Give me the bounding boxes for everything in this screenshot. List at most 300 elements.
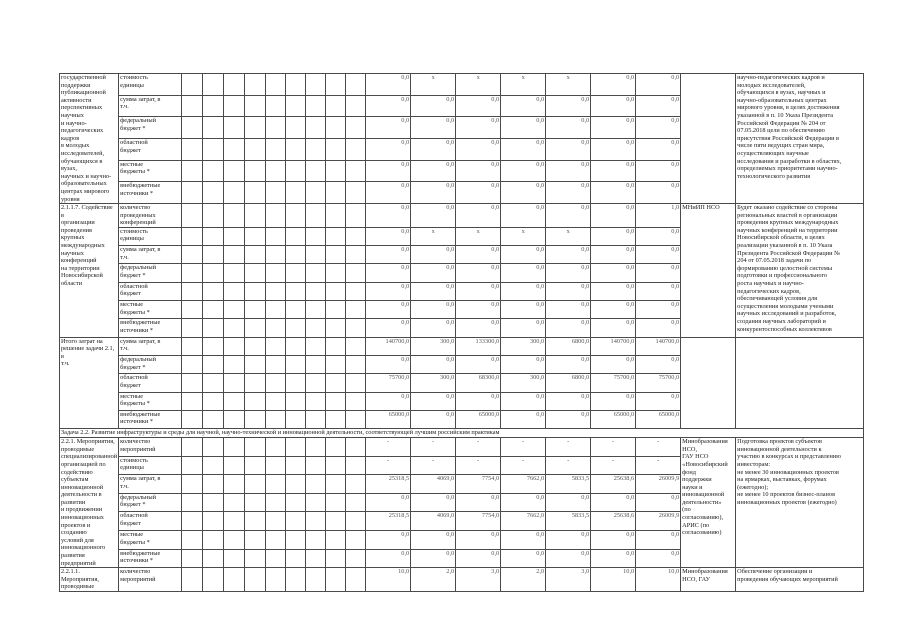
value-cell: x [456, 74, 501, 96]
indicator-label: областной бюджет [119, 374, 182, 392]
value-cell: 0,0 [366, 282, 411, 300]
value-cell: 0,0 [546, 160, 591, 182]
blank-cell [346, 319, 366, 337]
blank-cell [203, 410, 224, 428]
blank-cell [182, 204, 203, 228]
task-title-row [60, 429, 864, 438]
value-cell: 0,0 [366, 493, 411, 512]
value-cell: 0,0 [546, 355, 591, 373]
value-cell: 0,0 [366, 204, 411, 228]
blank-cell [286, 246, 306, 264]
blank-cell [203, 531, 224, 550]
value-cell: 0,0 [546, 493, 591, 512]
table-row [60, 74, 864, 96]
value-cell: 26009,9 [636, 475, 681, 494]
executor-cell: МНиИП НСО [681, 204, 736, 338]
table-row [60, 438, 864, 457]
blank-cell [346, 337, 366, 355]
blank-cell [245, 227, 266, 245]
blank-cell [306, 139, 326, 161]
value-cell: - [501, 456, 546, 475]
value-cell: 25318,5 [366, 475, 411, 494]
value-cell: 0,0 [456, 355, 501, 373]
value-cell: 0,0 [546, 204, 591, 228]
blank-cell [326, 374, 346, 392]
blank-cell [203, 160, 224, 182]
value-cell: 0,0 [636, 246, 681, 264]
blank-cell [286, 456, 306, 475]
blank-cell [245, 438, 266, 457]
blank-cell [346, 204, 366, 228]
blank-cell [326, 204, 346, 228]
blank-cell [224, 456, 245, 475]
blank-cell [224, 549, 245, 568]
blank-cell [326, 475, 346, 494]
blank-cell [245, 355, 266, 373]
blank-cell [346, 301, 366, 319]
value-cell: 0,0 [591, 227, 636, 245]
blank-cell [203, 182, 224, 204]
blank-cell [306, 204, 326, 228]
blank-cell [326, 493, 346, 512]
value-cell: 0,0 [636, 74, 681, 96]
blank-cell [224, 182, 245, 204]
value-cell: - [591, 456, 636, 475]
value-cell: 10,0 [366, 568, 411, 592]
blank-cell [306, 74, 326, 96]
blank-cell [306, 493, 326, 512]
value-cell: 5833,5 [546, 475, 591, 494]
blank-cell [224, 512, 245, 531]
value-cell: 0,0 [501, 264, 546, 282]
blank-cell [245, 264, 266, 282]
blank-cell [306, 301, 326, 319]
blank-cell [203, 456, 224, 475]
value-cell: 0,0 [591, 282, 636, 300]
value-cell: 0,0 [411, 117, 456, 139]
blank-cell [182, 227, 203, 245]
blank-cell [182, 74, 203, 96]
value-cell: 0,0 [411, 160, 456, 182]
blank-cell [224, 264, 245, 282]
value-cell: 0,0 [636, 531, 681, 550]
blank-cell [346, 182, 366, 204]
blank-cell [266, 337, 286, 355]
blank-cell [245, 182, 266, 204]
value-cell: 0,0 [366, 160, 411, 182]
blank-cell [203, 355, 224, 373]
value-cell: 140700,0 [366, 337, 411, 355]
blank-cell [224, 282, 245, 300]
value-cell: - [411, 456, 456, 475]
blank-cell [182, 475, 203, 494]
value-cell: 0,0 [501, 160, 546, 182]
value-cell: 0,0 [366, 355, 411, 373]
activity-name: государственной поддержки публикационной активности перспективных научных и научно- педагогических кадров в молодых исследователей, обучающихся в вузах, научных и научно- образовательных центрах мирового уровня [60, 74, 119, 204]
value-cell: 0,0 [456, 204, 501, 228]
blank-cell [326, 95, 346, 117]
blank-cell [182, 319, 203, 337]
indicator-label: стоимость единицы [119, 74, 182, 96]
value-cell: - [366, 456, 411, 475]
blank-cell [182, 182, 203, 204]
blank-cell [266, 355, 286, 373]
value-cell: 0,0 [411, 531, 456, 550]
blank-cell [203, 374, 224, 392]
value-cell: 0,0 [366, 227, 411, 245]
blank-cell [306, 117, 326, 139]
value-cell: 0,0 [501, 531, 546, 550]
blank-cell [182, 264, 203, 282]
value-cell: 0,0 [456, 319, 501, 337]
blank-cell [306, 374, 326, 392]
value-cell: 65000,0 [636, 410, 681, 428]
blank-cell [306, 392, 326, 410]
value-cell: 3,0 [546, 568, 591, 592]
value-cell: 25318,5 [366, 512, 411, 531]
value-cell: 0,0 [366, 319, 411, 337]
blank-cell [326, 392, 346, 410]
blank-cell [266, 568, 286, 592]
blank-cell [203, 95, 224, 117]
blank-cell [224, 227, 245, 245]
result-cell: Будет оказано содействие со стороны региональных властей в организации проведения крупных международных научных конференций на территории Новосибирской области, в целях реализации указанной в п. 10 Указа Президента Российской Федерации № 204 от 07.05.2018 задачи по формированию целостной системы подготовки и профессионального роста научных и научно- педагогических кадров, обеспечивающей условия для осуществления молодыми учеными научных исследований и разработок, создания научных лабораторий и конкурентоспособных коллективов [736, 204, 864, 338]
value-cell: 0,0 [591, 204, 636, 228]
value-cell: 6800,0 [546, 337, 591, 355]
blank-cell [266, 117, 286, 139]
value-cell: 75700,0 [591, 374, 636, 392]
blank-cell [306, 319, 326, 337]
value-cell: 133300,0 [456, 337, 501, 355]
table-row [60, 337, 864, 355]
blank-cell [224, 301, 245, 319]
blank-cell [286, 475, 306, 494]
blank-cell [266, 282, 286, 300]
value-cell: 0,0 [636, 227, 681, 245]
blank-cell [286, 549, 306, 568]
blank-cell [224, 531, 245, 550]
blank-cell [306, 410, 326, 428]
blank-cell [203, 475, 224, 494]
blank-cell [224, 74, 245, 96]
indicator-label: внебюджетные источники * [119, 319, 182, 337]
value-cell: x [501, 227, 546, 245]
blank-cell [182, 374, 203, 392]
value-cell: 0,0 [456, 392, 501, 410]
blank-cell [306, 160, 326, 182]
value-cell: 0,0 [411, 264, 456, 282]
blank-cell [346, 74, 366, 96]
blank-cell [245, 374, 266, 392]
value-cell: 0,0 [456, 139, 501, 161]
value-cell: 5833,5 [546, 512, 591, 531]
value-cell: - [546, 438, 591, 457]
result-cell [736, 337, 864, 428]
blank-cell [203, 319, 224, 337]
blank-cell [326, 182, 346, 204]
indicator-label: сумма затрат, в т.ч. [119, 475, 182, 494]
value-cell: 0,0 [366, 246, 411, 264]
blank-cell [182, 301, 203, 319]
value-cell: 0,0 [591, 355, 636, 373]
blank-cell [182, 410, 203, 428]
value-cell: - [591, 438, 636, 457]
value-cell: 0,0 [636, 95, 681, 117]
blank-cell [266, 493, 286, 512]
value-cell: 0,0 [636, 117, 681, 139]
blank-cell [326, 227, 346, 245]
value-cell: 0,0 [366, 301, 411, 319]
blank-cell [346, 410, 366, 428]
blank-cell [245, 301, 266, 319]
program-table [59, 73, 864, 592]
blank-cell [346, 282, 366, 300]
blank-cell [326, 355, 346, 373]
value-cell: x [546, 227, 591, 245]
blank-cell [182, 282, 203, 300]
indicator-label: внебюджетные источники * [119, 182, 182, 204]
blank-cell [306, 438, 326, 457]
indicator-label: областной бюджет [119, 139, 182, 161]
table-row [60, 568, 864, 592]
blank-cell [346, 475, 366, 494]
value-cell: 0,0 [501, 95, 546, 117]
value-cell: 0,0 [501, 493, 546, 512]
blank-cell [286, 568, 306, 592]
blank-cell [346, 227, 366, 245]
value-cell: 0,0 [411, 355, 456, 373]
blank-cell [224, 568, 245, 592]
result-cell: Обеспечение организации и проведения обучающих мероприятий [736, 568, 864, 592]
value-cell: 0,0 [591, 392, 636, 410]
blank-cell [286, 74, 306, 96]
value-cell: 0,0 [411, 549, 456, 568]
blank-cell [266, 246, 286, 264]
value-cell: - [636, 456, 681, 475]
indicator-label: количество проведенных конференций [119, 204, 182, 228]
value-cell: 7754,0 [456, 512, 501, 531]
activity-name: 2.2.1.1. Мероприятия, проводимые [60, 568, 119, 592]
blank-cell [266, 139, 286, 161]
value-cell: 0,0 [411, 319, 456, 337]
blank-cell [203, 549, 224, 568]
blank-cell [286, 301, 306, 319]
blank-cell [224, 410, 245, 428]
value-cell: 0,0 [456, 246, 501, 264]
value-cell: 0,0 [591, 301, 636, 319]
blank-cell [326, 139, 346, 161]
blank-cell [286, 531, 306, 550]
blank-cell [306, 227, 326, 245]
value-cell: 0,0 [591, 246, 636, 264]
value-cell: 6800,0 [546, 374, 591, 392]
blank-cell [203, 264, 224, 282]
blank-cell [346, 117, 366, 139]
blank-cell [182, 493, 203, 512]
blank-cell [346, 512, 366, 531]
value-cell: 0,0 [411, 410, 456, 428]
value-cell: 1,0 [636, 204, 681, 228]
value-cell: 0,0 [591, 74, 636, 96]
blank-cell [346, 160, 366, 182]
blank-cell [266, 264, 286, 282]
indicator-label: местные бюджеты * [119, 531, 182, 550]
task-title: Задача 2.2. Развитие инфраструктуры и среды для научной, научно-технической и инновационной деятельности, соответствующей лучшим российским практикам [60, 429, 864, 438]
blank-cell [224, 374, 245, 392]
indicator-label: сумма затрат, в т.ч. [119, 95, 182, 117]
value-cell: 0,0 [456, 264, 501, 282]
result-cell: научно-педагогических кадров и молодых исследователей, обучающихся в вузах, научных и научно-образовательных центрах мирового уровня, в целях достижения указанной в п. 10 Указа Президента Российской Федерации № 204 от 07.05.2018 цели по обеспечению присутствия Российской Федерации в числе пяти ведущих стран мира, осуществляющих научные исследования и разработки в областях, определяемых приоритетами научно- технологического развития [736, 74, 864, 204]
value-cell: 0,0 [456, 117, 501, 139]
blank-cell [286, 95, 306, 117]
blank-cell [203, 568, 224, 592]
blank-cell [306, 282, 326, 300]
blank-cell [266, 410, 286, 428]
indicator-label: внебюджетные источники * [119, 549, 182, 568]
value-cell: - [456, 438, 501, 457]
value-cell: 140700,0 [636, 337, 681, 355]
value-cell: 0,0 [366, 95, 411, 117]
value-cell: 0,0 [546, 282, 591, 300]
blank-cell [224, 246, 245, 264]
value-cell: 0,0 [546, 95, 591, 117]
value-cell: 65000,0 [366, 410, 411, 428]
blank-cell [266, 204, 286, 228]
blank-cell [182, 568, 203, 592]
blank-cell [326, 282, 346, 300]
value-cell: 0,0 [636, 392, 681, 410]
blank-cell [182, 392, 203, 410]
blank-cell [203, 301, 224, 319]
value-cell: - [456, 456, 501, 475]
blank-cell [224, 95, 245, 117]
value-cell: 0,0 [546, 549, 591, 568]
blank-cell [203, 512, 224, 531]
blank-cell [266, 74, 286, 96]
blank-cell [266, 475, 286, 494]
blank-cell [245, 117, 266, 139]
blank-cell [182, 160, 203, 182]
blank-cell [266, 301, 286, 319]
blank-cell [245, 531, 266, 550]
value-cell: 0,0 [501, 117, 546, 139]
blank-cell [182, 95, 203, 117]
activity-name: 2.2.1. Мероприятия, проводимые специализированной организацией по содействию субъектам инновационной деятельности в развитии и продвижении инновационных проектов и созданию условий для инновационного развития предприятий [61, 438, 118, 567]
blank-cell [245, 319, 266, 337]
blank-cell [286, 512, 306, 531]
blank-cell [224, 475, 245, 494]
blank-cell [266, 531, 286, 550]
blank-cell [245, 160, 266, 182]
blank-cell [286, 204, 306, 228]
value-cell: 0,0 [636, 493, 681, 512]
blank-cell [326, 456, 346, 475]
blank-cell [266, 160, 286, 182]
blank-cell [203, 74, 224, 96]
value-cell: 0,0 [501, 182, 546, 204]
value-cell: 0,0 [636, 301, 681, 319]
value-cell: 0,0 [411, 282, 456, 300]
table-row [60, 204, 864, 228]
blank-cell [306, 512, 326, 531]
value-cell: 0,0 [411, 139, 456, 161]
blank-cell [203, 282, 224, 300]
blank-cell [245, 512, 266, 531]
blank-cell [203, 337, 224, 355]
blank-cell [224, 204, 245, 228]
value-cell: x [411, 74, 456, 96]
value-cell: 0,0 [591, 531, 636, 550]
value-cell: - [501, 438, 546, 457]
value-cell: 0,0 [546, 319, 591, 337]
value-cell: 0,0 [546, 531, 591, 550]
indicator-label: количество мероприятий [119, 568, 182, 592]
blank-cell [286, 319, 306, 337]
value-cell: 75700,0 [366, 374, 411, 392]
blank-cell [346, 549, 366, 568]
blank-cell [266, 456, 286, 475]
value-cell: 0,0 [501, 355, 546, 373]
blank-cell [346, 456, 366, 475]
value-cell: 0,0 [501, 139, 546, 161]
value-cell: 0,0 [456, 160, 501, 182]
blank-cell [306, 475, 326, 494]
blank-cell [266, 438, 286, 457]
indicator-label: местные бюджеты * [119, 160, 182, 182]
value-cell: 26009,9 [636, 512, 681, 531]
value-cell: 0,0 [591, 117, 636, 139]
blank-cell [286, 392, 306, 410]
blank-cell [286, 493, 306, 512]
blank-cell [306, 531, 326, 550]
indicator-label: федеральный бюджет * [119, 264, 182, 282]
value-cell: - [366, 438, 411, 457]
value-cell: 4069,0 [411, 475, 456, 494]
value-cell: 0,0 [411, 493, 456, 512]
value-cell: 0,0 [501, 410, 546, 428]
blank-cell [224, 117, 245, 139]
blank-cell [326, 319, 346, 337]
value-cell: 10,0 [591, 568, 636, 592]
blank-cell [266, 512, 286, 531]
value-cell: 0,0 [546, 301, 591, 319]
value-cell: 140700,0 [591, 337, 636, 355]
blank-cell [346, 139, 366, 161]
blank-cell [286, 374, 306, 392]
value-cell: x [456, 227, 501, 245]
value-cell: 0,0 [411, 95, 456, 117]
blank-cell [245, 337, 266, 355]
indicator-label: стоимость единицы [119, 456, 182, 475]
blank-cell [286, 410, 306, 428]
blank-cell [182, 549, 203, 568]
indicator-label: федеральный бюджет * [119, 355, 182, 373]
blank-cell [306, 549, 326, 568]
value-cell: 0,0 [591, 182, 636, 204]
value-cell: 0,0 [591, 319, 636, 337]
indicator-label: внебюджетные источники * [119, 410, 182, 428]
blank-cell [203, 246, 224, 264]
blank-cell [245, 456, 266, 475]
blank-cell [203, 493, 224, 512]
blank-cell [286, 160, 306, 182]
blank-cell [346, 264, 366, 282]
indicator-label: федеральный бюджет * [119, 117, 182, 139]
blank-cell [286, 264, 306, 282]
blank-cell [245, 282, 266, 300]
value-cell: 300,0 [501, 337, 546, 355]
indicator-label: областной бюджет [119, 512, 182, 531]
